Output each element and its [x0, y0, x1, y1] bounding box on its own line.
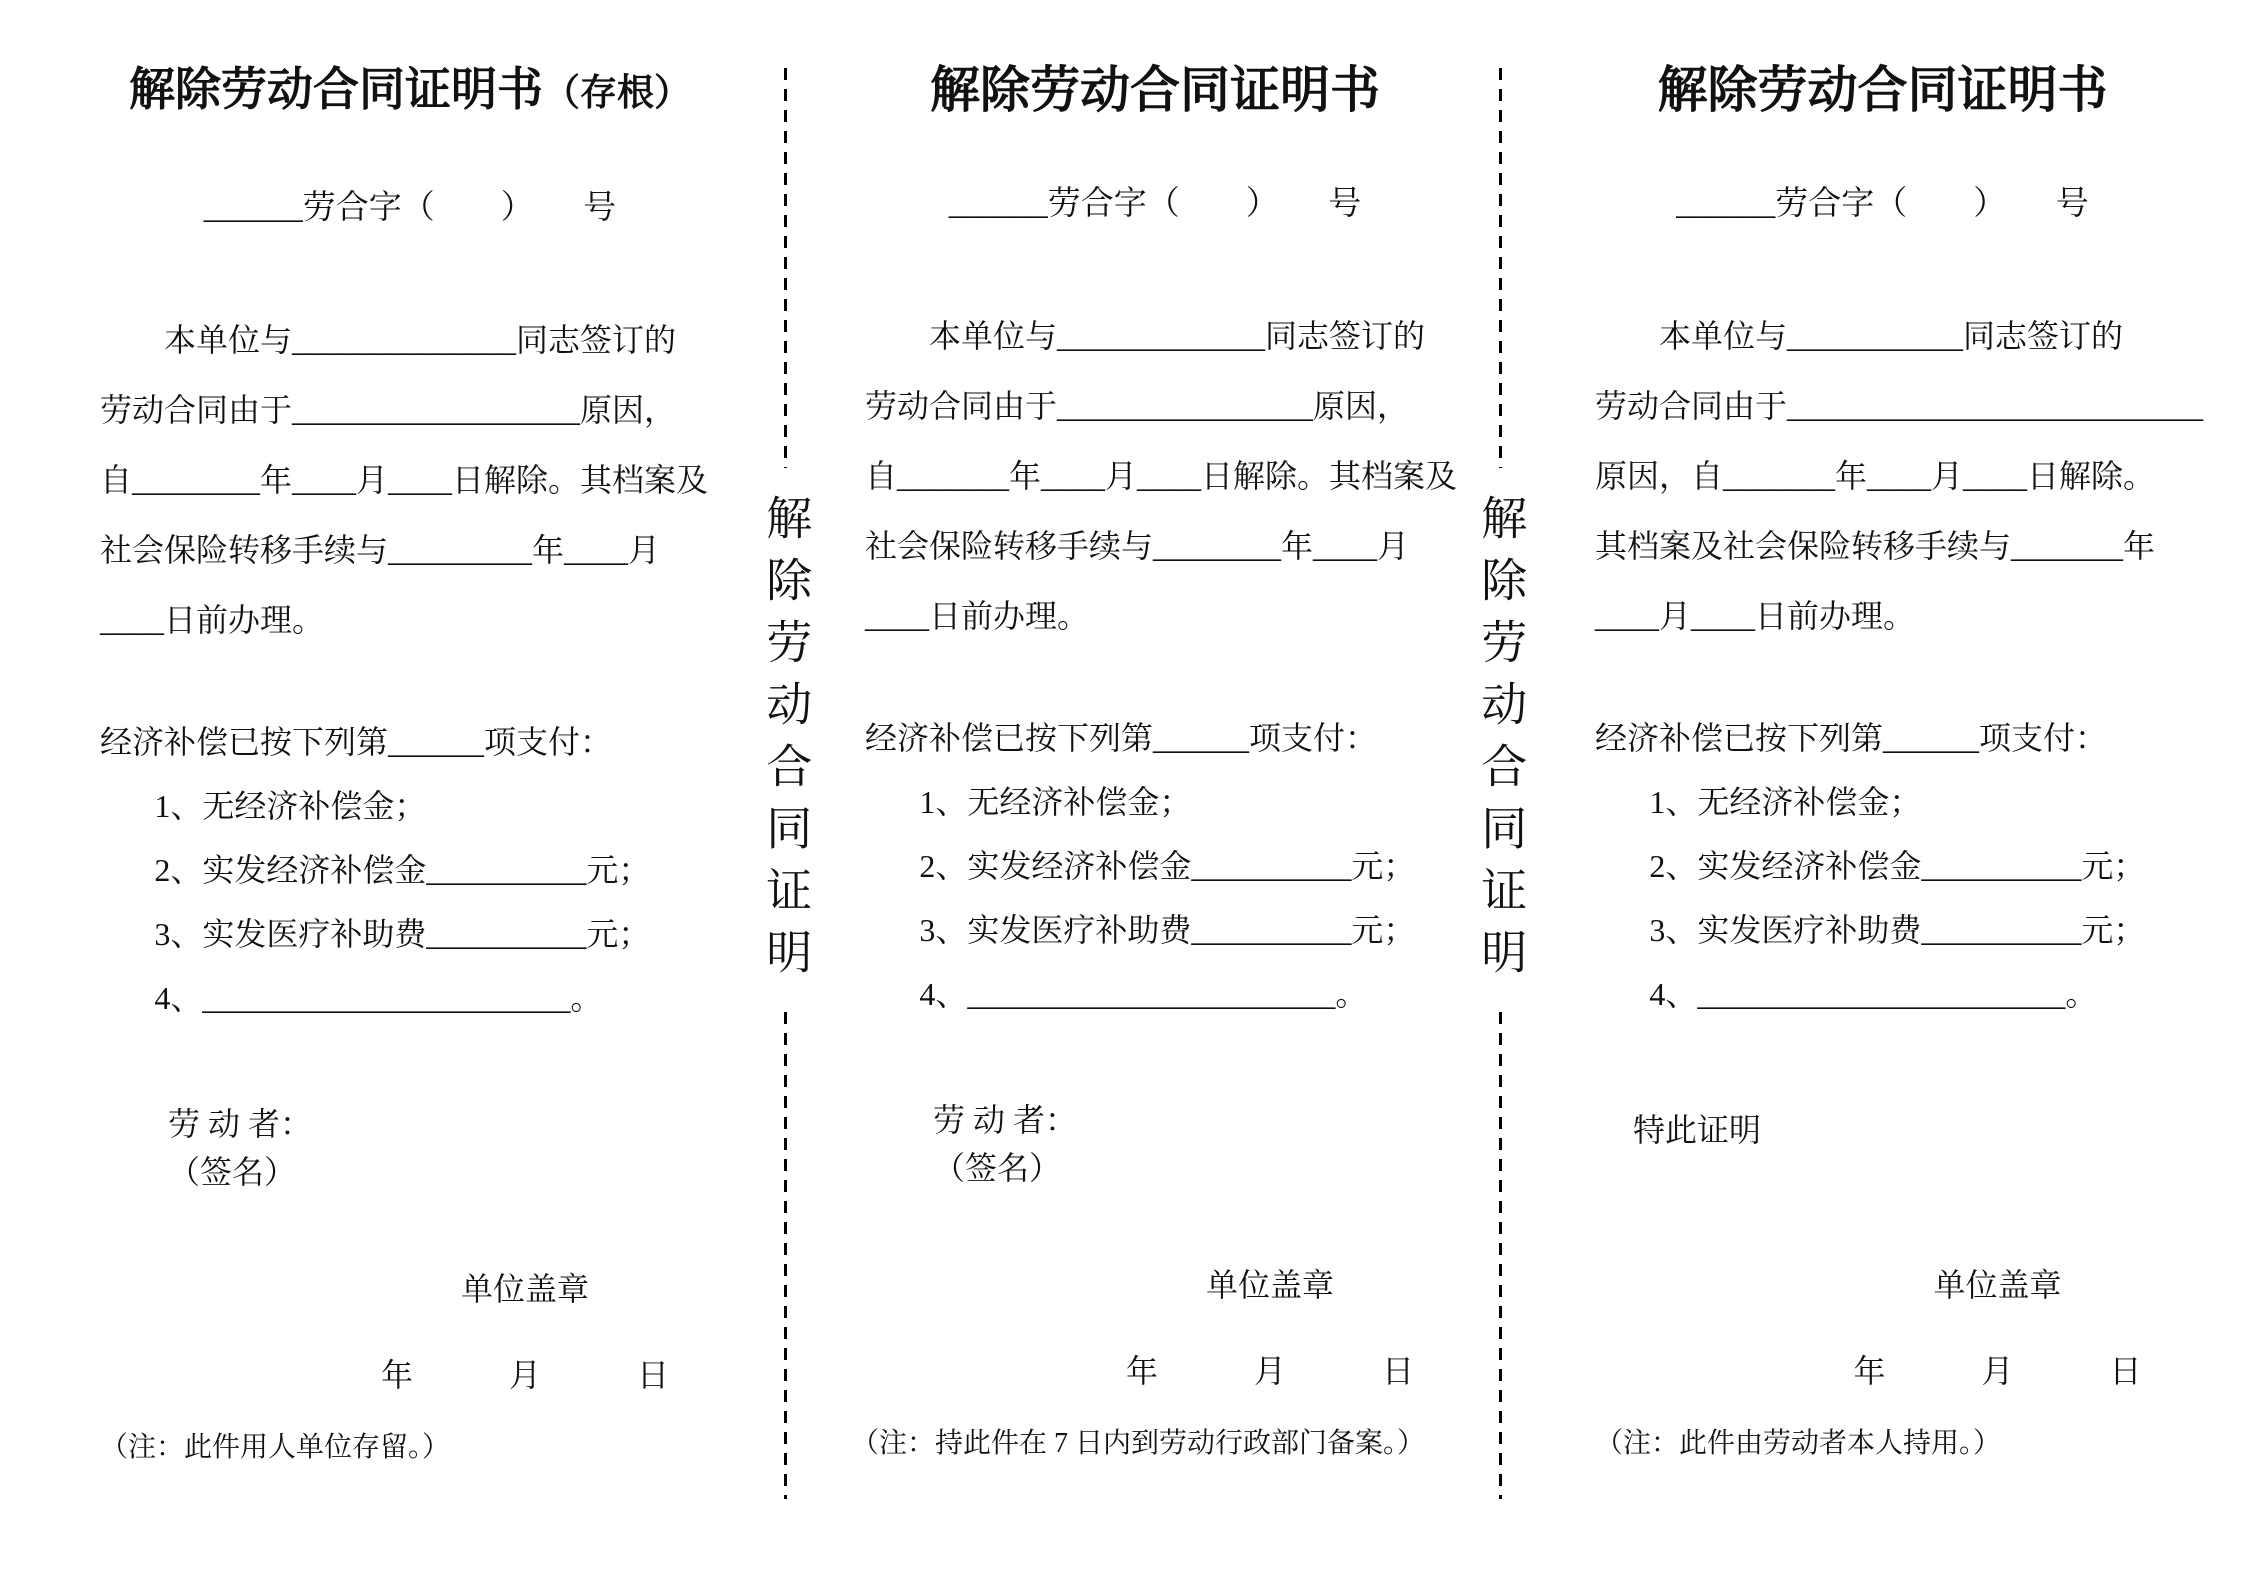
dashed-cut-line	[1499, 68, 1502, 468]
copy2-compensation-item: 4、_______________________。	[919, 976, 1368, 1012]
copy2-stamp-block	[865, 1262, 1445, 1394]
cut-divider-2	[1460, 0, 1540, 1587]
stub-body-line: 劳动合同由于__________________原因，	[100, 392, 677, 428]
copy3-title: 解除劳动合同证明书	[1657, 62, 2108, 118]
copy2-ref-number-line: ______劳合字（ ） 号	[948, 186, 1362, 222]
copy2-compensation-lead: 经济补偿已按下列第______项支付：	[865, 720, 1378, 756]
panel-copy-employer	[825, 0, 1460, 1587]
copy2-unit-stamp-label: 单位盖章	[1205, 1267, 1334, 1303]
stub-compensation-lead: 经济补偿已按下列第______项支付：	[100, 724, 613, 760]
stub-ref-number-line: ______劳合字（ ） 号	[203, 190, 617, 226]
stub-title-suffix: （存根）	[543, 73, 691, 114]
copy2-compensation-item: 2、实发经济补偿金__________元；	[919, 848, 1416, 884]
copy2-compensation-item: 1、无经济补偿金；	[919, 784, 1192, 820]
copy2-body	[865, 301, 1458, 651]
panel-copy-worker	[1540, 0, 2245, 1587]
stub-stamp-block	[100, 1266, 720, 1398]
copy2-date-line: 年 月 日	[1125, 1353, 1414, 1389]
stub-body	[100, 305, 720, 655]
dashed-cut-line	[784, 1012, 787, 1499]
copy3-compensation-lead: 经济补偿已按下列第______项支付：	[1595, 720, 2108, 756]
copy2-worker-label: 劳 动 者：	[933, 1102, 1078, 1138]
cut-divider-1	[745, 0, 825, 1587]
copy2-signature-label: （签名）	[933, 1150, 1062, 1186]
dashed-cut-line	[784, 68, 787, 468]
copy3-compensation-item: 3、实发医疗补助费__________元；	[1649, 912, 2146, 948]
copy3-body-line: ____月____日前办理。	[1595, 598, 1916, 634]
stub-compensation-item: 1、无经济补偿金；	[154, 788, 427, 824]
stub-footnote: （注：此件用人单位存留。）	[100, 1432, 451, 1463]
stub-worker-signature-block	[100, 1100, 720, 1196]
stub-date-line: 年 月 日	[380, 1357, 669, 1393]
copy2-title: 解除劳动合同证明书	[930, 62, 1380, 118]
copy3-compensation-item: 1、无经济补偿金；	[1649, 784, 1922, 820]
dashed-cut-line	[1499, 1012, 1502, 1499]
divider-vertical-label: 解除劳动合同证明	[760, 494, 812, 990]
copy2-footnote: （注：持此件在 7 日内到劳动行政部门备案。）	[851, 1428, 1426, 1459]
stub-compensation-item: 2、实发经济补偿金__________元；	[154, 852, 651, 888]
copy2-body-line: ____日前办理。	[865, 598, 1090, 634]
copy3-compensation-item: 4、_______________________。	[1649, 976, 2098, 1012]
copy2-body-line: 社会保险转移手续与________年____月	[865, 528, 1410, 564]
copy3-unit-stamp-label: 单位盖章	[1933, 1267, 2062, 1303]
copy3-ref-number-line: ______劳合字（ ） 号	[1676, 186, 2089, 222]
copy2-worker-signature-block	[865, 1096, 1445, 1192]
copy2-body-line: 劳动合同由于________________原因，	[865, 388, 1410, 424]
copy3-stamp-block	[1595, 1262, 2170, 1394]
copy3-body	[1595, 301, 2204, 651]
copy2-body-line: 本单位与_____________同志签订的	[929, 318, 1426, 354]
copy3-date-line: 年 月 日	[1853, 1353, 2142, 1389]
copy3-body-line: 劳动合同由于__________________________	[1595, 388, 2204, 424]
stub-body-line: 本单位与______________同志签订的	[164, 322, 677, 358]
stub-body-line: 自________年____月____日解除。其档案及	[100, 462, 709, 498]
copy3-body-line: 原因，自_______年____月____日解除。	[1595, 458, 2156, 494]
stub-compensation-item: 3、实发医疗补助费__________元；	[154, 916, 651, 952]
copy3-body-line: 其档案及社会保险转移手续与_______年	[1595, 528, 2156, 564]
panel-stub	[0, 0, 745, 1587]
stub-worker-label: 劳 动 者：	[168, 1106, 313, 1142]
stub-signature-label: （签名）	[168, 1154, 297, 1190]
copy3-footnote: （注：此件由劳动者本人持用。）	[1595, 1428, 2002, 1459]
copy3-body-line: 本单位与___________同志签订的	[1659, 318, 2124, 354]
divider-vertical-label: 解除劳动合同证明	[1475, 494, 1527, 990]
copy2-body-line: 自_______年____月____日解除。其档案及	[865, 458, 1458, 494]
stub-compensation-item: 4、_______________________。	[154, 980, 603, 1016]
copy3-attest-line: 特此证明	[1633, 1112, 1762, 1148]
stub-unit-stamp-label: 单位盖章	[460, 1271, 589, 1307]
stub-body-line: ____日前办理。	[100, 602, 325, 638]
copy2-compensation-item: 3、实发医疗补助费__________元；	[919, 912, 1416, 948]
stub-title	[100, 58, 720, 126]
copy3-compensation-item: 2、实发经济补偿金__________元；	[1649, 848, 2146, 884]
stub-body-line: 社会保险转移手续与_________年____月	[100, 532, 661, 568]
stub-title-text: 解除劳动合同证明书	[129, 64, 543, 115]
